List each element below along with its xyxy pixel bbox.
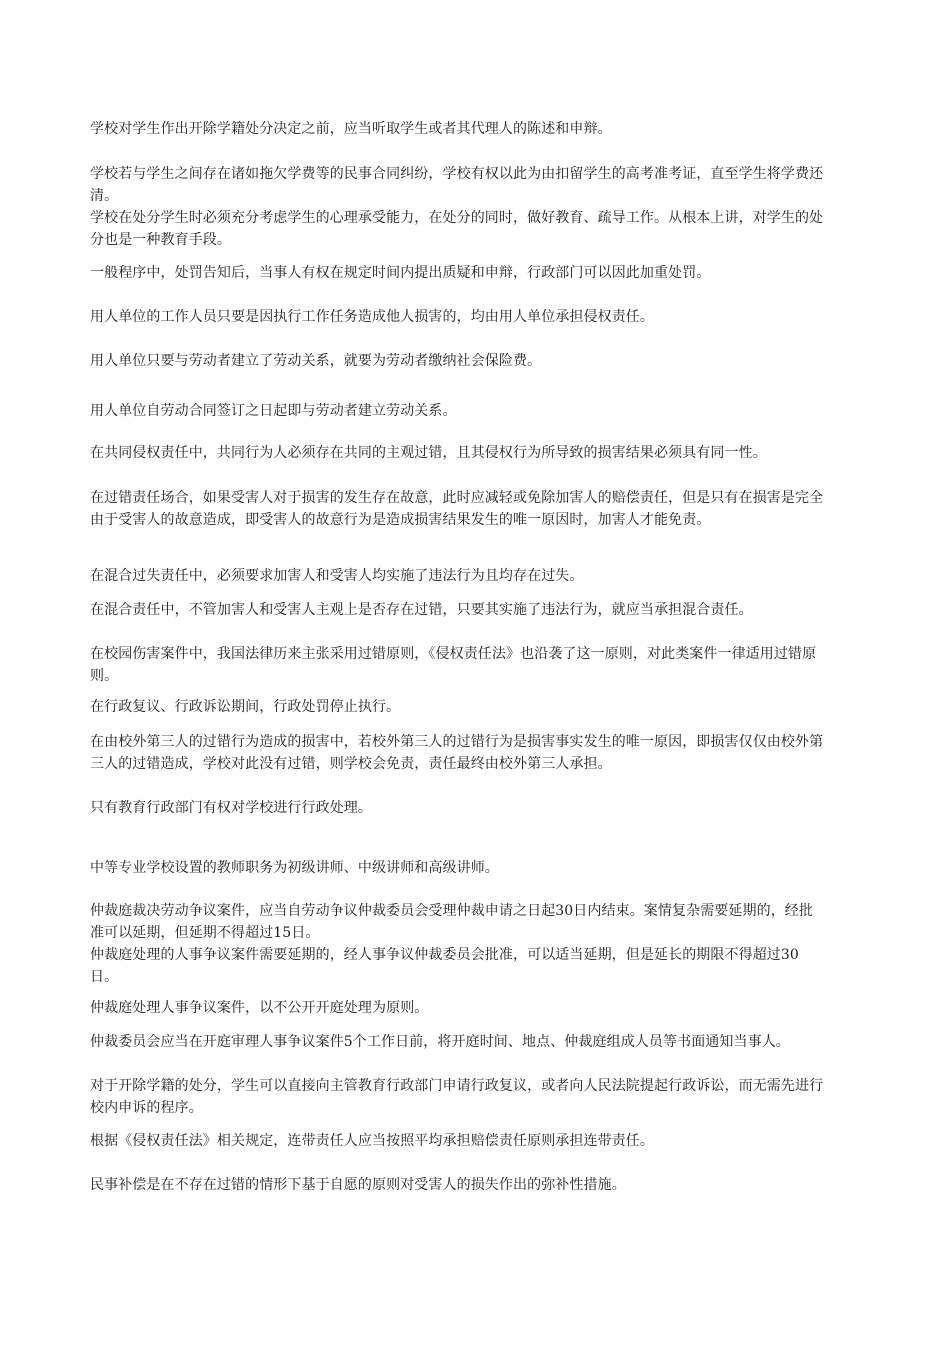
paragraph-5: 用人单位的工作人员只要是因执行工作任务造成他人损害的，均由用人单位承担侵权责任。 (90, 309, 654, 325)
paragraph-19: 仲裁庭处理人事争议案件，以不公开开庭处理为原则。 (90, 1000, 429, 1016)
paragraph-21: 对于开除学籍的处分，学生可以直接向主管教育行政部门申请行政复议，或者向人民法院提起行政诉讼，而无需先进行校内申诉的程序。 (90, 1078, 824, 1116)
paragraph-6: 用人单位只要与劳动者建立了劳动关系，就要为劳动者缴纳社会保险费。 (90, 353, 542, 369)
paragraph-20: 仲裁委员会应当在开庭审理人事争议案件5个工作日前，将开庭时间、地点、仲裁庭组成人员等书面通知当事人。 (90, 1034, 790, 1050)
paragraph-22: 根据《侵权责任法》相关规定，连带责任人应当按照平均承担赔偿责任原则承担连带责任。 (90, 1133, 654, 1149)
paragraph-13: 在行政复议、行政诉讼期间，行政处罚停止执行。 (90, 699, 401, 715)
paragraph-8: 在共同侵权责任中，共同行为人必须存在共同的主观过错，且其侵权行为所导致的损害结果必须具有同一性。 (90, 445, 767, 461)
paragraph-4: 一般程序中，处罚告知后，当事人有权在规定时间内提出质疑和申辩，行政部门可以因此加重处罚。 (90, 265, 711, 281)
paragraph-11: 在混合责任中，不管加害人和受害人主观上是否存在过错，只要其实施了违法行为，就应当承担混合责任。 (90, 602, 753, 618)
paragraph-16: 中等专业学校设置的教师职务为初级讲师、中级讲师和高级讲师。 (90, 860, 499, 876)
paragraph-3: 学校在处分学生时必须充分考虑学生的心理承受能力，在处分的同时，做好教育、疏导工作。从根本上讲，对学生的处分也是一种教育手段。 (90, 210, 824, 248)
paragraph-18: 仲裁庭处理的人事争议案件需要延期的，经人事争议仲裁委员会批准，可以适当延期，但是延长的期限不得超过30日。 (90, 947, 799, 985)
paragraph-12: 在校园伤害案件中，我国法律历来主张采用过错原则，《侵权责任法》也沿袭了这一原则，对此类案件一律适用过错原则。 (90, 646, 817, 684)
paragraph-2: 学校若与学生之间存在诸如拖欠学费等的民事合同纠纷，学校有权以此为由扣留学生的高考准考证，直至学生将学费还清。 (90, 166, 824, 204)
paragraph-7: 用人单位自劳动合同签订之日起即与劳动者建立劳动关系。 (90, 403, 457, 419)
paragraph-9: 在过错责任场合，如果受害人对于损害的发生存在故意，此时应减轻或免除加害人的赔偿责任，但是只有在损害是完全由于受害人的故意造成，即受害人的故意行为是造成损害结果发生的唯一原因时，加害人才能免责。 (90, 490, 824, 528)
paragraph-17: 仲裁庭裁决劳动争议案件，应当自劳动争议仲裁委员会受理仲裁申请之日起30日内结束。案情复杂需要延期的，经批准可以延期，但延期不得超过15日。 (90, 903, 814, 941)
paragraph-23: 民事补偿是在不存在过错的情形下基于自愿的原则对受害人的损失作出的弥补性措施。 (90, 1177, 626, 1193)
paragraph-14: 在由校外第三人的过错行为造成的损害中，若校外第三人的过错行为是损害事实发生的唯一原因，即损害仅仅由校外第三人的过错造成，学校对此没有过错，则学校会免责，责任最终由校外第三人承担。 (90, 734, 824, 772)
paragraph-10: 在混合过失责任中，必须要求加害人和受害人均实施了违法行为且均存在过失。 (90, 568, 584, 584)
paragraph-15: 只有教育行政部门有权对学校进行行政处理。 (90, 800, 372, 816)
paragraph-1: 学校对学生作出开除学籍处分决定之前，应当听取学生或者其代理人的陈述和申辩。 (90, 121, 612, 137)
